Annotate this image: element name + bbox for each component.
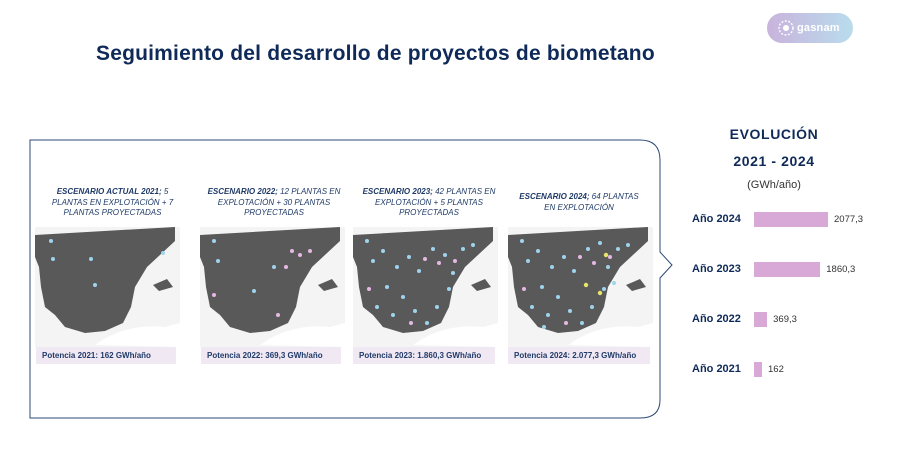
bar-category: Año 2021	[692, 363, 741, 375]
potencia-2021: Potencia 2021: 162 GWh/año	[36, 347, 176, 364]
evolucion-header	[700, 126, 848, 191]
potencia-2022: Potencia 2022: 369,3 GWh/año	[201, 347, 341, 364]
bar-value-label: 1860,3	[826, 263, 856, 275]
page-title: Seguimiento del desarrollo de proyectos de biometano	[96, 42, 655, 65]
potencia-2024: Potencia 2024: 2.077,3 GWh/año	[508, 347, 650, 364]
bar-row-2022	[692, 311, 797, 327]
evolucion-unit: (GWh/año)	[747, 179, 801, 191]
bar	[754, 262, 820, 277]
bar-value-label: 162	[768, 363, 784, 375]
scenario-2023-caption: ESCENARIO 2023; 42 PLANTAS EN EXPLOTACIÓN + 5 PLANTAS PROYECTADAS	[362, 187, 496, 217]
bar	[754, 312, 767, 327]
scenario-2021-caption: ESCENARIO ACTUAL 2021; 5 PLANTAS EN EXPLOTACIÓN + 7 PLANTAS PROYECTADAS	[51, 187, 174, 217]
bar-row-2021	[692, 361, 784, 377]
bar-row-2024	[692, 211, 863, 227]
map-2022	[200, 227, 345, 347]
bar-value-label: 2077,3	[834, 213, 864, 225]
bar-category: Año 2024	[692, 213, 741, 225]
evolucion-heading: EVOLUCIÓN	[729, 126, 819, 142]
bar	[754, 362, 762, 377]
bar-row-2023	[692, 261, 855, 277]
gasnam-logo-icon	[777, 19, 795, 37]
scenario-2024-caption: ESCENARIO 2024; 64 PLANTAS EN EXPLOTACIÓN	[519, 192, 639, 212]
potencia-2023: Potencia 2023: 1.860,3 GWh/año	[353, 347, 495, 364]
map-2021	[35, 227, 180, 347]
logo-text: gasnam	[797, 22, 840, 34]
bar-category: Año 2023	[692, 263, 741, 275]
scenario-2022-caption: ESCENARIO 2022; 12 PLANTAS EN EXPLOTACIÓN + 30 PLANTAS PROYECTADAS	[207, 187, 341, 217]
bar-category: Año 2022	[692, 313, 741, 325]
bar-value-label: 369,3	[773, 313, 797, 325]
evolucion-years: 2021 - 2024	[733, 153, 815, 169]
bar	[754, 212, 828, 227]
map-2023	[353, 227, 498, 347]
map-2024	[508, 227, 653, 347]
gasnam-logo	[767, 13, 853, 43]
